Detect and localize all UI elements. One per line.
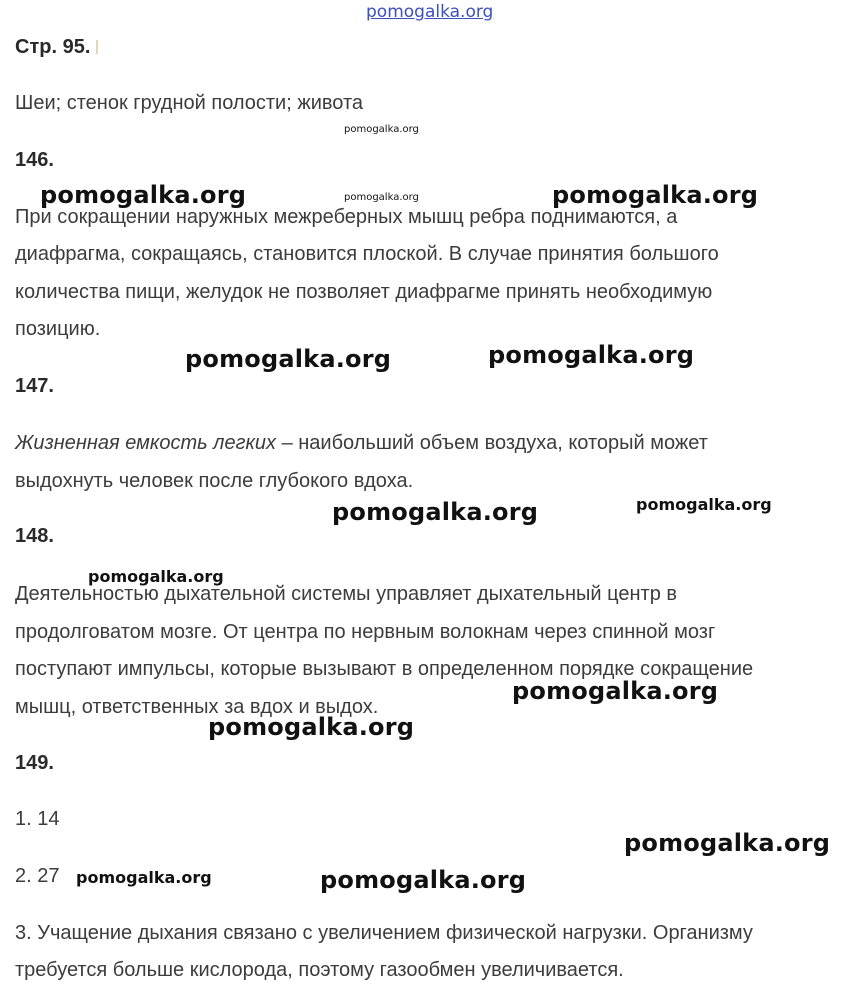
answer-146-line-3: количества пищи, желудок не позволяет диафрагме принять необходимую [15, 281, 713, 303]
watermark: pomogalka.org [76, 868, 212, 887]
answer-146-line-1: При сокращении наружных межреберных мышц ребра поднимаются, а [15, 206, 678, 228]
watermark: pomogalka.org [320, 866, 527, 894]
answer-149-item-3-line-1: 3. Учащение дыхания связано с увеличением физической нагрузки. Организму [15, 922, 753, 944]
task-number-149: 149. [15, 752, 54, 774]
answer-147-term: Жизненная емкость легких [15, 432, 277, 454]
task-number-148: 148. [15, 525, 54, 547]
watermark: pomogalka.org [208, 713, 415, 741]
page-header [15, 36, 98, 59]
watermark: pomogalka.org [488, 341, 695, 369]
answer-148-line-4: мышц, ответственных за вдох и выдох. [15, 696, 379, 718]
answer-148-line-1: Деятельностью дыхательной системы управляет дыхательный центр в [15, 583, 678, 605]
page-header-text: Стр. 95. [15, 36, 91, 58]
watermark: pomogalka.org [88, 567, 224, 586]
site-link[interactable]: pomogalka.org [366, 2, 494, 22]
answer-149-item-1: 1. 14 [15, 808, 60, 830]
watermark: pomogalka.org [636, 495, 772, 514]
watermark: pomogalka.org [185, 345, 392, 373]
answer-147-line-1 [15, 431, 708, 455]
watermark: pomogalka.org [624, 829, 831, 857]
answer-146-line-4: позицию. [15, 318, 101, 340]
intro-answer: Шеи; стенок грудной полости; живота [15, 92, 364, 114]
answer-146-line-2: диафрагма, сокращаясь, становится плоской. В случае принятия большого [15, 243, 719, 265]
watermark: pomogalka.org [40, 181, 247, 209]
answer-147-definition: – наибольший объем воздуха, который может [276, 432, 708, 454]
answer-148-line-2: продолговатом мозге. От центра по нервным волокнам через спинной мозг [15, 621, 716, 643]
answer-148-line-3: поступают импульсы, которые вызывают в определенном порядке сокращение [15, 658, 754, 680]
watermark: pomogalka.org [512, 677, 719, 705]
answer-149-item-3-line-2: требуется больше кислорода, поэтому газообмен увеличивается. [15, 959, 624, 981]
answer-149-item-2: 2. 27 [15, 865, 60, 887]
watermark: pomogalka.org [344, 124, 419, 135]
text-cursor-mark [96, 40, 98, 54]
task-number-147: 147. [15, 375, 54, 397]
watermark: pomogalka.org [552, 181, 759, 209]
task-number-146: 146. [15, 149, 54, 171]
watermark: pomogalka.org [344, 192, 419, 203]
answer-147-line-2: выдохнуть человек после глубокого вдоха. [15, 470, 414, 492]
watermark: pomogalka.org [332, 498, 539, 526]
